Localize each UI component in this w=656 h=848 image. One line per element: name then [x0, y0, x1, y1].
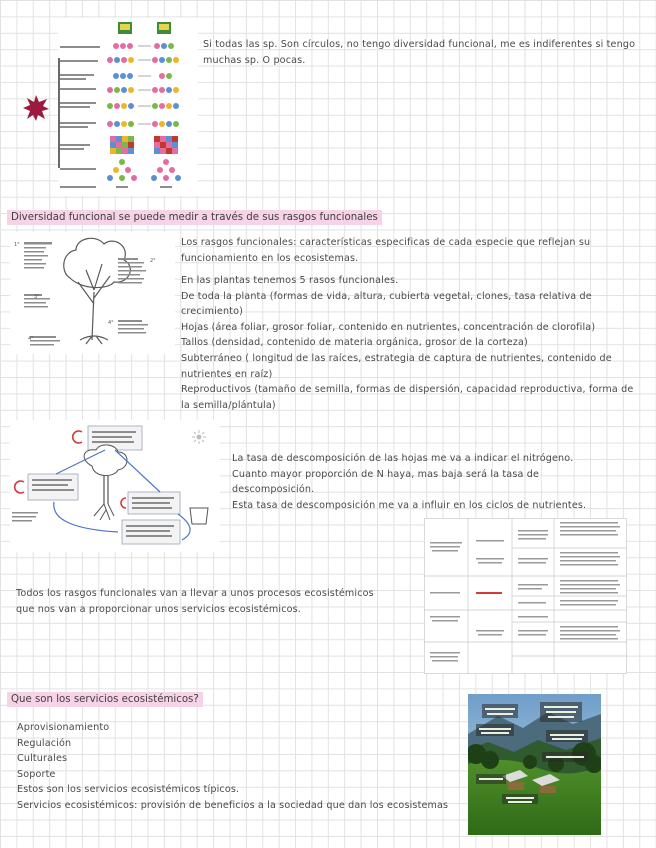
- svg-text:2°: 2°: [150, 258, 156, 264]
- traits-list-item: Subterráneo ( longitud de las raíces, estrategia de captura de nutrientes, contenido de nutrientes en raíz): [181, 352, 612, 380]
- processes-services-note: Todos los rasgos funcionales van a llevar a unos procesos ecosistémicos que nos van a proporcionar unos servicios ecosistémicos.: [16, 588, 374, 615]
- services-list: [17, 720, 467, 814]
- plant-traits-figure: [10, 232, 175, 354]
- svg-text:3°: 3°: [34, 294, 40, 300]
- traits-list-item: Tallos (densidad, contenido de materia orgánica, grosor de la corteza): [181, 337, 528, 349]
- decomposition-cycle-figure: [10, 420, 220, 552]
- services-list-item: Soporte: [17, 768, 56, 780]
- diversity-note: Si todas las sp. Son círculos, no tengo diversidad funcional, me es indiferentes si tengo muchas sp. O pocas.: [203, 39, 636, 66]
- traits-services-table-figure: [424, 518, 627, 674]
- functional-diversity-figure: [58, 18, 198, 196]
- svg-text:4°: 4°: [28, 336, 34, 342]
- svg-text:4°: 4°: [108, 320, 114, 326]
- services-list-item: Aprovisionamiento: [17, 722, 110, 733]
- functional-traits-heading: Diversidad funcional se puede medir a través de sus rasgos funcionales: [7, 210, 382, 225]
- traits-list-item: En las plantas tenemos 5 rasos funcionales.: [181, 275, 399, 286]
- traits-list-item: De toda la planta (formas de vida, altura, cubierta vegetal, clones, tasa relativa de crecimiento): [181, 290, 592, 318]
- decomposition-line: La tasa de descomposición de las hojas me va a indicar el nitrógeno.: [232, 453, 574, 464]
- ecosystem-services-heading: Que son los servicios ecosistémicos?: [7, 692, 203, 707]
- eight-point-star-icon: [22, 94, 50, 122]
- ecosystem-services-landscape-photo: [468, 694, 601, 835]
- decomposition-notes: [232, 451, 588, 513]
- traits-list-item: Hojas (área foliar, grosor foliar, contenido en nutrientes, concentración de clorofila): [181, 321, 596, 333]
- services-list-item: Servicios ecosistémicos: provisión de beneficios a la sociedad que dan los ecosistemas: [17, 799, 449, 811]
- services-list-item: Regulación: [17, 737, 72, 749]
- traits-intro: Los rasgos funcionales: características especificas de cada especie que reflejan su funcionamiento en los ecosistemas.: [181, 237, 591, 264]
- sun-icon: [192, 429, 206, 443]
- traits-list-item: Reproductivos (tamaño de semilla, formas de dispersión, capacidad reproductiva, forma de la semilla/plántula): [181, 384, 634, 411]
- services-list-item: Culturales: [17, 753, 68, 765]
- decomposition-line: Cuanto mayor proporción de N haya, mas baja será la tasa de descomposición.: [232, 468, 540, 496]
- decomposition-line: Esta tasa de descomposición me va a influir en los ciclos de nutrientes.: [232, 499, 587, 511]
- services-list-item: Estos son los servicios ecosistémicos típicos.: [17, 784, 240, 796]
- traits-list: [181, 273, 643, 413]
- svg-text:1°: 1°: [14, 242, 20, 248]
